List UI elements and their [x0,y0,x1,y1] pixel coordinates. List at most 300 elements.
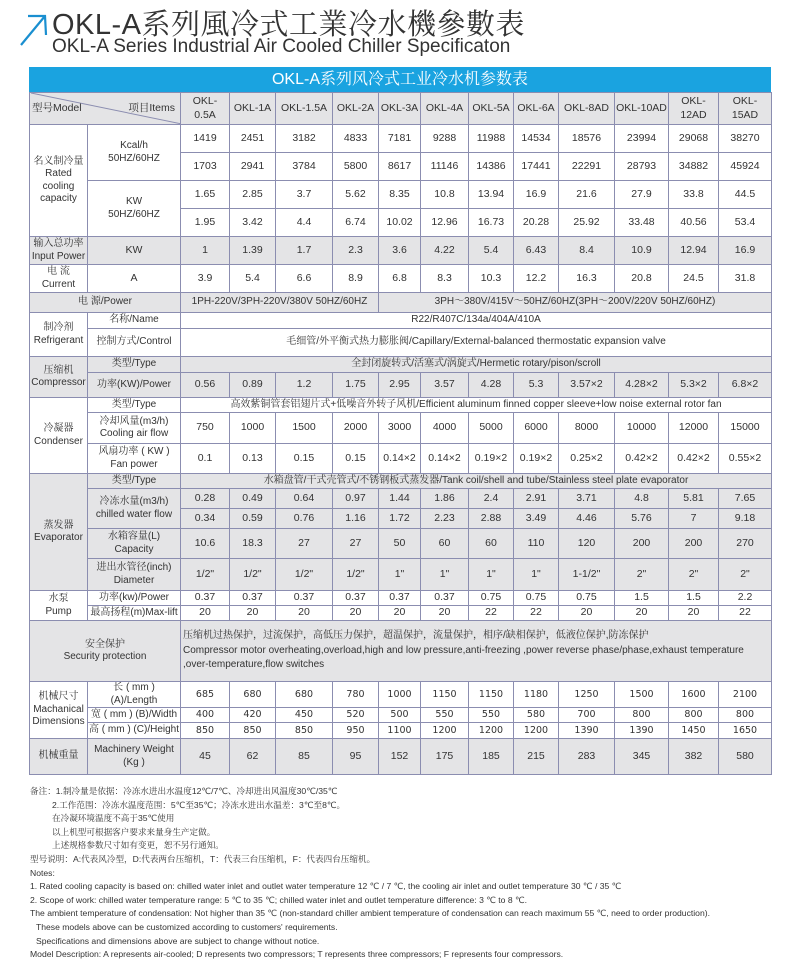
value-cell: 8.4 [559,237,615,265]
value-cell: 20 [276,606,333,621]
value-cell: 10.3 [469,265,514,293]
value-cell: 550 [469,708,514,723]
value-cell: 85 [276,739,333,775]
value-cell: 8.3 [421,265,469,293]
value-cell: 15000 [719,413,772,444]
model-header: OKL-6A [514,93,559,125]
value-cell: 0.34 [181,509,230,529]
value-cell: 4833 [333,125,379,153]
value-cell: 毛细管/外平衡式热力膨胀阀/Capillary/External-balanced thermostatic expansion valve [181,329,772,357]
row-label: 进出水管径(inch) Diameter [88,559,181,591]
value-cell: 1703 [181,153,230,181]
value-cell: 22 [514,606,559,621]
value-cell: 1450 [669,723,719,739]
value-cell: 2100 [719,682,772,708]
value-cell: 8617 [379,153,421,181]
value-cell: 5.3 [514,373,559,398]
value-cell: 10000 [615,413,669,444]
row-label: 功率(KW)/Power [88,373,181,398]
value-cell: 3PH～380V/415V～50HZ/60HZ(3PH～200V/220V 50HZ/60HZ) [379,293,772,313]
value-cell: 3.9 [181,265,230,293]
value-cell: 53.4 [719,209,772,237]
value-cell: 5.4 [469,237,514,265]
value-cell: R22/R407C/134a/404A/410A [181,313,772,329]
value-cell: 60 [421,529,469,559]
value-cell: 27 [333,529,379,559]
value-cell: 520 [333,708,379,723]
row-label: KW [88,237,181,265]
value-cell: 1" [469,559,514,591]
value-cell: 580 [719,739,772,775]
group-label: 电 流 Current [30,265,88,293]
value-cell: 8000 [559,413,615,444]
group-label: 安全保护 Security protection [30,621,181,682]
value-cell: 0.37 [230,591,276,606]
row-label: 类型/Type [88,474,181,489]
value-cell: 9288 [421,125,469,153]
value-cell: 680 [276,682,333,708]
value-cell: 5.3×2 [669,373,719,398]
value-cell: 20 [230,606,276,621]
value-cell: 14534 [514,125,559,153]
security-cn: 压缩机过热保护，过流保护，高低压力保护，超温保护，流量保护，相序/缺相保护，低液位保护,防冻保护 [183,630,649,642]
row-label: 水箱容量(L) Capacity [88,529,181,559]
value-cell: 1.5 [669,591,719,606]
value-cell: 5.62 [333,181,379,209]
value-cell: 185 [469,739,514,775]
row-label: Kcal/h 50HZ/60HZ [88,125,181,181]
value-cell: 2" [719,559,772,591]
note-line: 备注：1.制冷量是依据：冷冻水进出水温度12℃/7℃、冷却进出风温度30℃/35℃ [30,786,338,796]
value-cell: 95 [333,739,379,775]
value-cell: 1000 [230,413,276,444]
value-cell: 5800 [333,153,379,181]
value-cell: 28793 [615,153,669,181]
height-row [30,723,772,739]
condenser-type-row [30,398,772,413]
value-cell: 27.9 [615,181,669,209]
row-label: 控制方式/Control [88,329,181,357]
value-cell: 2.91 [514,489,559,509]
value-cell: 水箱盘管/干式壳管式/不锈钢板式蒸发器/Tank coil/shell and tube/Stainless steel plate evaporator [181,474,772,489]
value-cell: 45924 [719,153,772,181]
value-cell: 6000 [514,413,559,444]
value-cell: 2.88 [469,509,514,529]
value-cell: 0.28 [181,489,230,509]
value-cell: 1" [379,559,421,591]
value-cell: 1.7 [276,237,333,265]
value-cell: 1/2" [230,559,276,591]
header-row [30,93,772,125]
compressor-type-row [30,357,772,373]
page-title: OKL-A系列風冷式工業冷水機參數表 [52,9,526,41]
condenser-fan-row [30,444,772,474]
value-cell: 62 [230,739,276,775]
value-cell: 800 [719,708,772,723]
value-cell: 16.73 [469,209,514,237]
value-cell: 780 [333,682,379,708]
value-cell: 700 [559,708,615,723]
value-cell: 800 [615,708,669,723]
value-cell: 4.28 [469,373,514,398]
value-cell: 850 [181,723,230,739]
value-cell: 3.49 [514,509,559,529]
value-cell: 50 [379,529,421,559]
pump-power-row [30,591,772,606]
row-label: Machinery Weight (Kg ) [88,739,181,775]
value-cell: 345 [615,739,669,775]
value-cell: 1PH-220V/3PH-220V/380V 50HZ/60HZ [181,293,379,313]
value-cell: 22 [469,606,514,621]
value-cell: 0.15 [276,444,333,474]
model-header: OKL-15AD [719,93,772,125]
value-cell: 1" [421,559,469,591]
value-cell: 382 [669,739,719,775]
value-cell: 6.8×2 [719,373,772,398]
value-cell: 420 [230,708,276,723]
value-cell: 20 [181,606,230,621]
model-header: OKL-1A [230,93,276,125]
value-cell: 5.81 [669,489,719,509]
value-cell: 高效紫铜管套铝翅片式+低噪音外转子风机/Efficient aluminum finned copper sleeve+low noise external rotor fan [181,398,772,413]
row-label: 名称/Name [88,313,181,329]
row-label: 冷冻水量(m3/h) chilled water flow [88,489,181,529]
value-cell: 1.72 [379,509,421,529]
row-label: 冷却风量(m3/h) Cooling air flow [88,413,181,444]
value-cell: 580 [514,708,559,723]
value-cell: 12.94 [669,237,719,265]
value-cell: 3.6 [379,237,421,265]
value-cell: 22291 [559,153,615,181]
value-cell: 31.8 [719,265,772,293]
value-cell: 0.76 [276,509,333,529]
group-label: 水泵 Pump [30,591,88,621]
value-cell: 1150 [469,682,514,708]
value-cell: 29068 [669,125,719,153]
value-cell: 2451 [230,125,276,153]
model-header: OKL-2A [333,93,379,125]
value-cell: 0.37 [379,591,421,606]
value-cell: 1500 [276,413,333,444]
group-label: 机械尺寸 Machanical Dimensions [30,682,88,739]
value-cell: 2.3 [333,237,379,265]
value-cell: 16.3 [559,265,615,293]
value-cell: 8.9 [333,265,379,293]
value-cell: 5.4 [230,265,276,293]
value-cell: 20 [669,606,719,621]
value-cell: 450 [276,708,333,723]
evaporator-capacity-row [30,529,772,559]
value-cell: 13.94 [469,181,514,209]
value-cell: 1200 [514,723,559,739]
value-cell: 685 [181,682,230,708]
value-cell: 950 [333,723,379,739]
row-label: 最高扬程(m)Max-lift [88,606,181,621]
value-cell: 5000 [469,413,514,444]
value-cell: 0.75 [559,591,615,606]
value-cell: 12000 [669,413,719,444]
value-cell: 1200 [421,723,469,739]
length-row [30,682,772,708]
value-cell: 3.7 [276,181,333,209]
value-cell: 1/2" [181,559,230,591]
value-cell: 3182 [276,125,333,153]
input-power-row [30,237,772,265]
value-cell: 152 [379,739,421,775]
value-cell: 0.64 [276,489,333,509]
value-cell: 24.5 [669,265,719,293]
spec-table-container [29,67,771,775]
value-cell: 0.42×2 [669,444,719,474]
model-header: OKL-8AD [559,93,615,125]
value-cell: 34882 [669,153,719,181]
note-line: Model Description: A represents air-cooled; D represents two compressors; T represents three compressors; F represents four compressors. [30,949,564,960]
value-cell: 16.9 [514,181,559,209]
value-cell: 6.8 [379,265,421,293]
value-cell: 2.85 [230,181,276,209]
value-cell: 4.46 [559,509,615,529]
value-cell: 17441 [514,153,559,181]
value-cell: 0.49 [230,489,276,509]
value-cell: 850 [230,723,276,739]
value-cell: 1000 [379,682,421,708]
value-cell: 1.2 [276,373,333,398]
value-cell: 110 [514,529,559,559]
value-cell: 11146 [421,153,469,181]
value-cell: 23994 [615,125,669,153]
value-cell: 1390 [615,723,669,739]
value-cell: 1390 [559,723,615,739]
value-cell: 4.4 [276,209,333,237]
value-cell: 550 [421,708,469,723]
value-cell: 10.6 [181,529,230,559]
spec-table [29,92,772,775]
value-cell: 680 [230,682,276,708]
value-cell: 1.75 [333,373,379,398]
value-cell: 0.19×2 [514,444,559,474]
value-cell: 20 [379,606,421,621]
value-cell: 0.14×2 [421,444,469,474]
value-cell: 1" [514,559,559,591]
value-cell: 2.95 [379,373,421,398]
note-line: Specifications and dimensions above are subject to change without notice. [36,935,320,946]
cooling-kw-50-row [30,181,772,209]
value-cell: 1100 [379,723,421,739]
value-cell: 21.6 [559,181,615,209]
value-cell: 1250 [559,682,615,708]
value-cell: 1.44 [379,489,421,509]
row-label: 功率(kw)/Power [88,591,181,606]
value-cell: 7 [669,509,719,529]
value-cell: 200 [669,529,719,559]
page-subtitle: OKL-A Series Industrial Air Cooled Chiller Specificaton [52,36,511,57]
security-en: Compressor motor overheating,overload,high and low pressure,anti-freezing ,power reverse phase/phase,exhaust temperature ,over-temperature,flow switches [183,644,744,671]
value-cell: 0.42×2 [615,444,669,474]
value-cell: 12.96 [421,209,469,237]
value-cell: 0.13 [230,444,276,474]
value-cell: 3.42 [230,209,276,237]
value-cell: 0.59 [230,509,276,529]
value-cell: 38270 [719,125,772,153]
value-cell: 3.57×2 [559,373,615,398]
value-cell: 1500 [615,682,669,708]
width-row [30,708,772,723]
value-cell: 1.95 [181,209,230,237]
note-line: 型号说明：A:代表风冷型，D:代表两台压缩机，T：代表三台压缩机，F：代表四台压缩机。 [30,853,376,864]
value-cell: 750 [181,413,230,444]
value-cell: 4.28×2 [615,373,669,398]
value-cell: 0.15 [333,444,379,474]
value-cell: 6.43 [514,237,559,265]
notes [30,785,710,962]
value-cell: 1600 [669,682,719,708]
value-cell: 0.56 [181,373,230,398]
value-cell: 2" [669,559,719,591]
value-cell: 4.8 [615,489,669,509]
value-cell: 2.4 [469,489,514,509]
value-cell: 20.28 [514,209,559,237]
value-cell: 0.1 [181,444,230,474]
value-cell: 7181 [379,125,421,153]
value-cell: 1419 [181,125,230,153]
arrow-up-right-icon [18,8,48,48]
value-cell: 33.48 [615,209,669,237]
note-line: 2.工作范围：冷冻水温度范围：5℃至35℃；冷冻水进出水温差：3℃至8℃。 [52,799,346,810]
value-cell: 44.5 [719,181,772,209]
row-label: 宽 ( mm ) (B)/Width [88,708,181,723]
value-cell: 1150 [421,682,469,708]
value-cell: 2.2 [719,591,772,606]
value-cell: 0.19×2 [469,444,514,474]
value-cell: 400 [181,708,230,723]
value-cell: 40.56 [669,209,719,237]
value-cell: 1/2" [333,559,379,591]
pump-lift-row [30,606,772,621]
value-cell: 800 [669,708,719,723]
value-cell: 2.23 [421,509,469,529]
value-cell: 1650 [719,723,772,739]
value-cell: 283 [559,739,615,775]
value-cell: 4.22 [421,237,469,265]
row-label: 类型/Type [88,357,181,373]
value-cell: 20.8 [615,265,669,293]
value-cell: 3784 [276,153,333,181]
value-cell: 1-1/2" [559,559,615,591]
evaporator-type-row [30,474,772,489]
model-header: OKL-3A [379,93,421,125]
value-cell: 175 [421,739,469,775]
group-label: 输入总功率 Input Power [30,237,88,265]
value-cell: 1.39 [230,237,276,265]
group-label: 名义制冷量 Rated cooling capacity [30,125,88,237]
value-cell: 1.65 [181,181,230,209]
note-line: 2. Scope of work: chilled water temperature range: 5 ℃ to 35 ℃; chilled water inlet and outlet temperature difference: 3 ℃ to 8 ℃. [30,894,528,905]
value-cell: 0.37 [276,591,333,606]
group-label: 冷凝器 Condenser [30,398,88,474]
value-cell: 10.02 [379,209,421,237]
value-cell: 2" [615,559,669,591]
value-cell: 3.57 [421,373,469,398]
refrigerant-control-row [30,329,772,357]
value-cell: 0.37 [421,591,469,606]
value-cell: 0.75 [514,591,559,606]
value-cell: 5.76 [615,509,669,529]
value-cell: 0.37 [181,591,230,606]
value-cell: 1 [181,237,230,265]
value-cell: 850 [276,723,333,739]
value-cell: 10.9 [615,237,669,265]
value-cell: 20 [421,606,469,621]
note-line: 1. Rated cooling capacity is based on: chilled water inlet and outlet water temperature 12 ℃ / 7 ℃, the cooling air inlet and outlet temperature 30 ℃ / 35 ℃ [30,881,622,892]
model-header: OKL-4A [421,93,469,125]
value-cell: 0.25×2 [559,444,615,474]
note-line: These models above can be customized according to customers' requirements. [36,921,338,932]
value-cell: 0.75 [469,591,514,606]
group-label: 电 源/Power [30,293,181,313]
condenser-air-row [30,413,772,444]
value-cell: 0.37 [333,591,379,606]
group-label: 机械重量 [30,739,88,775]
current-row [30,265,772,293]
value-cell: 500 [379,708,421,723]
model-header: OKL-1.5A [276,93,333,125]
value-cell: 6.74 [333,209,379,237]
group-label: 压缩机 Compressor [30,357,88,398]
cooling-kcal-50-row [30,125,772,153]
value-cell: 14386 [469,153,514,181]
value-cell: 1.86 [421,489,469,509]
value-cell: 22 [719,606,772,621]
row-label: 长 ( mm ) (A)/Length [88,682,181,708]
model-header: OKL-0.5A [181,93,230,125]
row-label: A [88,265,181,293]
model-header: OKL-12AD [669,93,719,125]
table-title: OKL-A系列风冷式工业冷水机参数表 [29,67,771,92]
value-cell: 1180 [514,682,559,708]
value-cell: 200 [615,529,669,559]
value-cell: 3.71 [559,489,615,509]
refrigerant-name-row [30,313,772,329]
value-cell: 1.5 [615,591,669,606]
evaporator-flow-50-row [30,489,772,509]
value-cell: 9.18 [719,509,772,529]
value-cell: 20 [333,606,379,621]
value-cell: 4000 [421,413,469,444]
value-cell: 7.65 [719,489,772,509]
value-cell: 3000 [379,413,421,444]
value-cell: 8.35 [379,181,421,209]
value-cell: 10.8 [421,181,469,209]
row-label: 高 ( mm ) (C)/Height [88,723,181,739]
value-cell: 2941 [230,153,276,181]
value-cell: 6.6 [276,265,333,293]
value-cell: 1/2" [276,559,333,591]
value-cell: 120 [559,529,615,559]
evaporator-diameter-row [30,559,772,591]
group-label: 蒸发器 Evaporator [30,474,88,591]
value-cell: 0.55×2 [719,444,772,474]
value-cell: 215 [514,739,559,775]
model-header: OKL-5A [469,93,514,125]
value-cell: 16.9 [719,237,772,265]
items-label: 项目Items [128,102,175,114]
model-label: 型号Model [32,102,82,114]
value-cell: 0.14×2 [379,444,421,474]
weight-row [30,739,772,775]
row-label: 风扇功率 ( KW ) Fan power [88,444,181,474]
value-cell: 270 [719,529,772,559]
power-row [30,293,772,313]
